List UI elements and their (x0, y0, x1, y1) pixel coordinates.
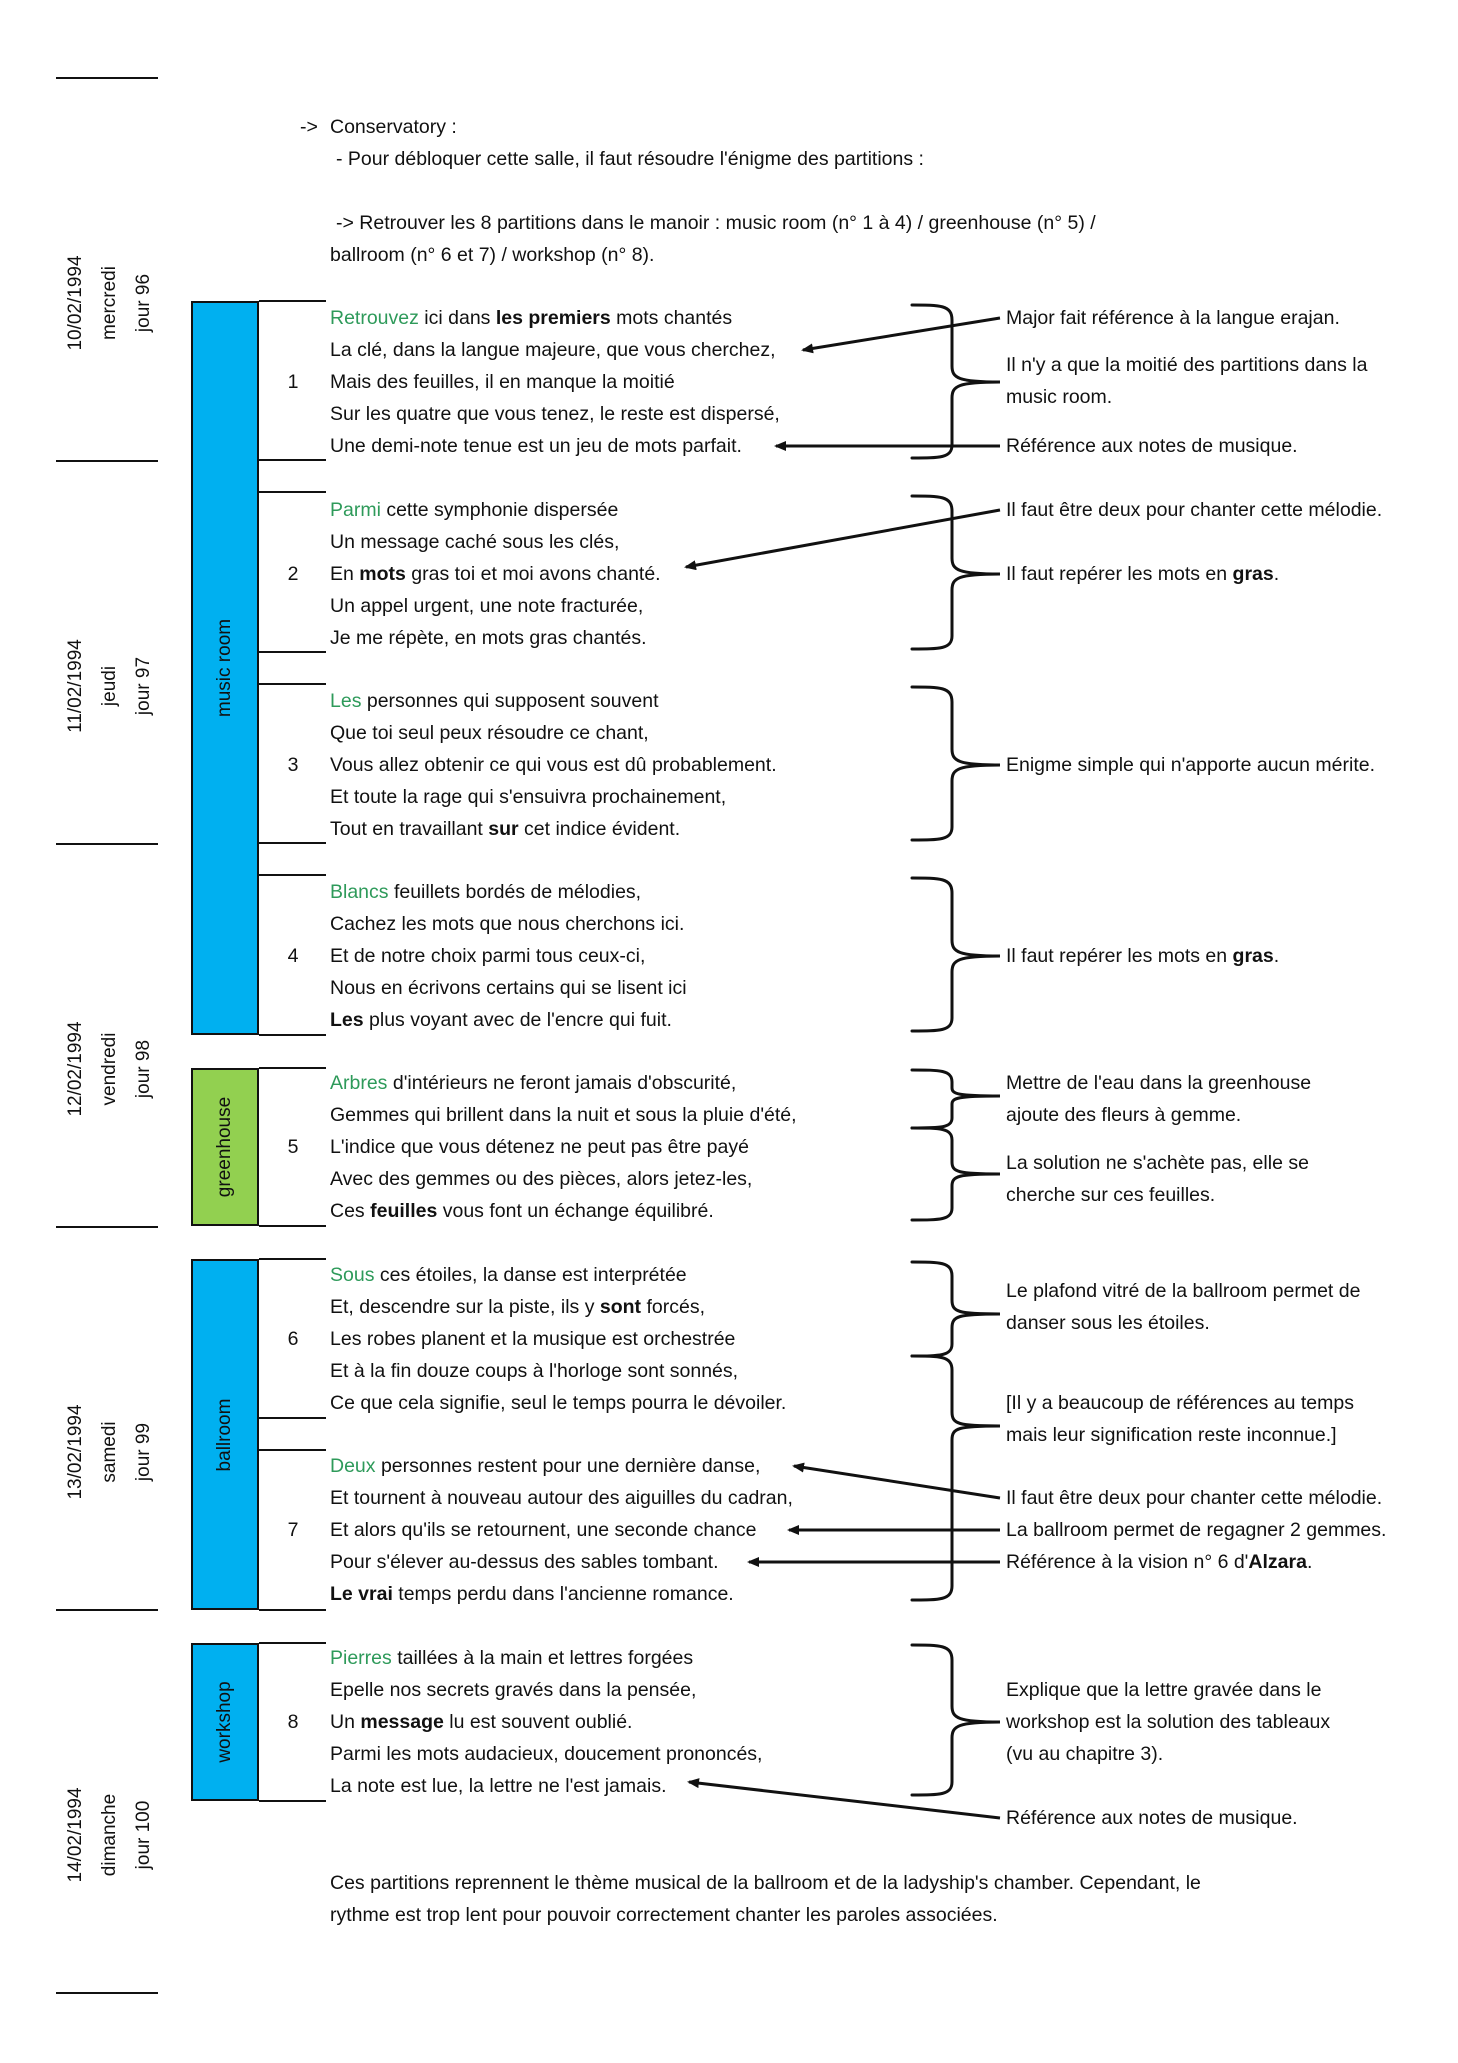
section-title: Conservatory : (330, 116, 457, 138)
room-music-room: music room (191, 301, 259, 1035)
verse-line: Je me répète, en mots gras chantés. (330, 627, 647, 649)
verse-line: Deux personnes restent pour une dernière danse, (330, 1455, 761, 1477)
brace-8 (912, 1645, 1000, 1795)
verse-line: Les personnes qui supposent souvent (330, 690, 659, 712)
verse-line: Arbres d'intérieurs ne feront jamais d'obscurité, (330, 1072, 737, 1094)
verse-line: Et à la fin douze coups à l'horloge sont sonnés, (330, 1360, 739, 1382)
verse-line: Et tournent à nouveau autour des aiguilles du cadran, (330, 1487, 793, 1509)
annotation: ajoute des fleurs à gemme. (1006, 1104, 1242, 1126)
header-line: ballroom (n° 6 et 7) / workshop (n° 8). (330, 244, 655, 266)
verse-line: Cachez les mots que nous cherchons ici. (330, 913, 685, 935)
day-label: 10/02/1994 mercredi jour 96 (65, 255, 154, 351)
annotation: workshop est la solution des tableaux (1006, 1711, 1331, 1733)
annotation: La solution ne s'achète pas, elle se (1006, 1152, 1309, 1174)
brace-3 (912, 687, 1000, 840)
annotation: Mettre de l'eau dans la greenhouse (1006, 1072, 1312, 1094)
brace-5a (912, 1070, 1000, 1128)
verse-line: La note est lue, la lettre ne l'est jamais. (330, 1775, 667, 1797)
verse-line: Pour s'élever au-dessus des sables tombant. (330, 1551, 719, 1573)
annotation: Il faut être deux pour chanter cette mélodie. (1006, 1487, 1383, 1509)
brace-5b (912, 1128, 1000, 1220)
annotation: Il n'y a que la moitié des partitions dans la (1006, 354, 1368, 376)
verse-line: Une demi-note tenue est un jeu de mots parfait. (330, 435, 742, 457)
annotation: mais leur signification reste inconnue.] (1006, 1424, 1337, 1446)
annotation: Référence à la vision n° 6 d'Alzara. (1006, 1551, 1313, 1573)
footer-note: rythme est trop lent pour pouvoir correctement chanter les paroles associées. (330, 1904, 998, 1926)
annotation: Il faut être deux pour chanter cette mélodie. (1006, 499, 1383, 521)
annotation: Il faut repérer les mots en gras. (1006, 563, 1280, 585)
header-line: -> Retrouver les 8 partitions dans le manoir : music room (n° 1 à 4) / greenhouse (n° 5) / (336, 212, 1096, 234)
partition-number: 7 (287, 1519, 299, 1541)
verse-line: En mots gras toi et moi avons chanté. (330, 563, 661, 585)
room-workshop: workshop (191, 1643, 259, 1801)
annotation: Le plafond vitré de la ballroom permet de (1006, 1280, 1361, 1302)
verse-line: L'indice que vous détenez ne peut pas être payé (330, 1136, 749, 1158)
verse-line: La clé, dans la langue majeure, que vous cherchez, (330, 339, 776, 361)
verse-line: Pierres taillées à la main et lettres forgées (330, 1647, 694, 1669)
partition-number: 4 (287, 945, 299, 967)
annotation: La ballroom permet de regagner 2 gemmes. (1006, 1519, 1387, 1541)
arrow (689, 1782, 1000, 1818)
arrow (803, 318, 1000, 350)
verse-line: Tout en travaillant sur cet indice évident. (330, 818, 681, 840)
verse-line: Parmi les mots audacieux, doucement prononcés, (330, 1743, 763, 1765)
verse-line: Les plus voyant avec de l'encre qui fuit. (330, 1009, 672, 1031)
verse-line: Le vrai temps perdu dans l'ancienne romance. (330, 1583, 734, 1605)
partition-number: 2 (287, 563, 299, 585)
verse-line: Et de notre choix parmi tous ceux-ci, (330, 945, 646, 967)
arrow (794, 1466, 1000, 1498)
annotation: music room. (1006, 386, 1113, 408)
annotation: Explique que la lettre gravée dans le (1006, 1679, 1322, 1701)
partition-number: 5 (287, 1136, 299, 1158)
day-label: 12/02/1994 vendredi jour 98 (65, 1021, 154, 1117)
day-label: 11/02/1994 jeudi jour 97 (65, 639, 154, 733)
verse-line: Sous ces étoiles, la danse est interprétée (330, 1264, 687, 1286)
annotation: [Il y a beaucoup de références au temps (1006, 1392, 1354, 1414)
verse-line: Ces feuilles vous font un échange équilibré. (330, 1200, 714, 1222)
brace-4 (912, 878, 1000, 1031)
annotation: Référence aux notes de musique. (1006, 1807, 1298, 1829)
partition-number: 1 (287, 371, 299, 393)
verse-line: Vous allez obtenir ce qui vous est dû probablement. (330, 754, 777, 776)
verse-line: Parmi cette symphonie dispersée (330, 499, 619, 521)
partition-number: 8 (287, 1711, 299, 1733)
verse-line: Blancs feuillets bordés de mélodies, (330, 881, 642, 903)
room-ballroom: ballroom (191, 1259, 259, 1610)
room-greenhouse: greenhouse (191, 1068, 259, 1226)
verse-line: Ce que cela signifie, seul le temps pourra le dévoiler. (330, 1392, 787, 1414)
verse-line: Et, descendre sur la piste, ils y sont forcés, (330, 1296, 705, 1318)
partition-number: 3 (287, 754, 299, 776)
brace-1 (912, 305, 1000, 458)
verse-line: Un message lu est souvent oublié. (330, 1711, 633, 1733)
annotation: danser sous les étoiles. (1006, 1312, 1210, 1334)
annotation: Enigme simple qui n'apporte aucun mérite. (1006, 754, 1376, 776)
verse-line: Mais des feuilles, il en manque la moitié (330, 371, 675, 393)
annotation: cherche sur ces feuilles. (1006, 1184, 1216, 1206)
annotation: Référence aux notes de musique. (1006, 435, 1298, 457)
verse-line: Sur les quatre que vous tenez, le reste est dispersé, (330, 403, 780, 425)
annotation: (vu au chapitre 3). (1006, 1743, 1164, 1765)
verse-line: Avec des gemmes ou des pièces, alors jetez-les, (330, 1168, 753, 1190)
verse-line: Un message caché sous les clés, (330, 531, 620, 553)
verse-line: Un appel urgent, une note fracturée, (330, 595, 644, 617)
verse-line: Et toute la rage qui s'ensuivra prochainement, (330, 786, 727, 808)
day-label: 13/02/1994 samedi jour 99 (65, 1404, 154, 1500)
verse-line: Nous en écrivons certains qui se lisent ici (330, 977, 687, 999)
header-line: - Pour débloquer cette salle, il faut résoudre l'énigme des partitions : (336, 148, 924, 170)
partition-number: 6 (287, 1328, 299, 1350)
verse-line: Les robes planent et la musique est orchestrée (330, 1328, 736, 1350)
footer-note: Ces partitions reprennent le thème musical de la ballroom et de la ladyship's chamber. Cependant, le (330, 1872, 1201, 1894)
verse-line: Retrouvez ici dans les premiers mots chantés (330, 307, 733, 329)
verse-line: Gemmes qui brillent dans la nuit et sous la pluie d'été, (330, 1104, 797, 1126)
header-arrow: -> (300, 116, 318, 138)
annotation: Major fait référence à la langue erajan. (1006, 307, 1340, 329)
verse-line: Epelle nos secrets gravés dans la pensée, (330, 1679, 697, 1701)
annotation: Il faut repérer les mots en gras. (1006, 945, 1280, 967)
verse-line: Que toi seul peux résoudre ce chant, (330, 722, 649, 744)
brace-6a (912, 1262, 1000, 1356)
day-label: 14/02/1994 dimanche jour 100 (65, 1787, 154, 1883)
verse-line: Et alors qu'ils se retournent, une seconde chance (330, 1519, 757, 1541)
